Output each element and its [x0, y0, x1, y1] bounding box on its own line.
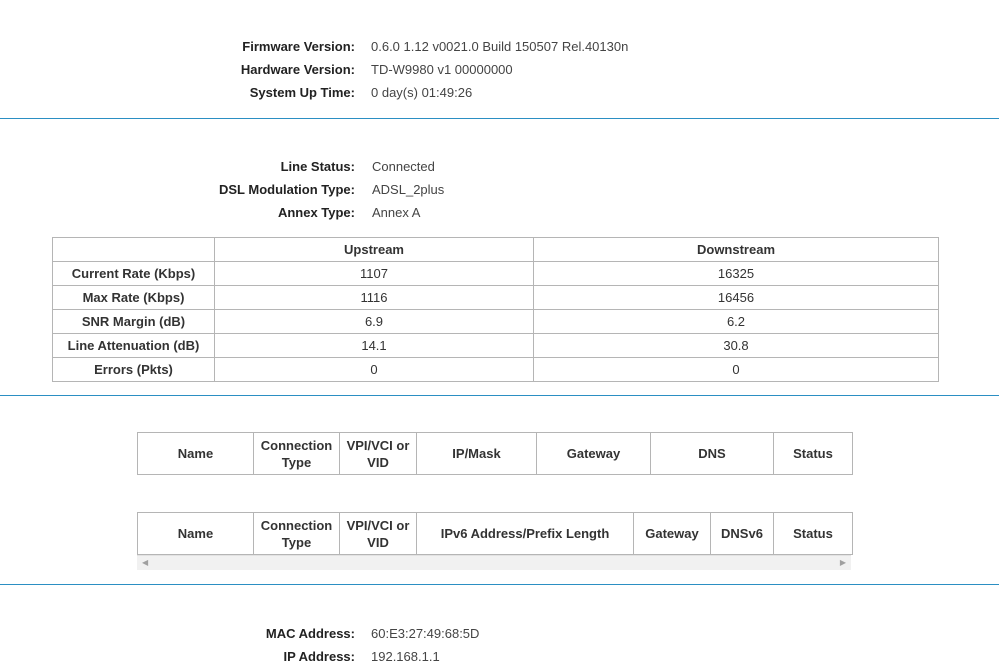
name-header: Name: [138, 513, 254, 555]
ip-address-label: IP Address:: [283, 649, 355, 664]
system-uptime-label: System Up Time:: [249, 85, 355, 100]
connection-type-header: Connection Type: [254, 513, 340, 555]
hardware-version-value: TD-W9980 v1 00000000: [371, 62, 513, 77]
name-header: Name: [138, 433, 254, 475]
mac-address-value: 60:E3:27:49:68:5D: [371, 626, 480, 641]
section-divider: [0, 118, 999, 119]
hardware-version-label: Hardware Version:: [240, 62, 355, 77]
firmware-version-label: Firmware Version:: [242, 39, 355, 54]
table-header-cell: [53, 238, 215, 262]
downstream-header: Downstream: [534, 238, 939, 262]
firmware-version-row: [150, 35, 628, 58]
firmware-version-value: 0.6.0 1.12 v0021.0 Build 150507 Rel.40130n: [371, 39, 629, 54]
system-uptime-row: [150, 81, 472, 104]
ip-address-value: 192.168.1.1: [371, 649, 440, 664]
row-label: Errors (Pkts): [53, 358, 215, 382]
section-divider: [0, 395, 999, 396]
mac-address-label: MAC Address:: [265, 626, 355, 641]
upstream-header: Upstream: [215, 238, 534, 262]
horizontal-scrollbar[interactable]: [137, 555, 851, 570]
wan-ipv4-table: [137, 432, 853, 475]
system-uptime-value: 0 day(s) 01:49:26: [371, 85, 473, 100]
downstream-value: 16325: [534, 262, 939, 286]
downstream-value: 6.2: [534, 310, 939, 334]
ip-mask-header: IP/Mask: [417, 433, 537, 475]
downstream-value: 16456: [534, 286, 939, 310]
line-status-label: Line Status:: [280, 159, 355, 174]
scroll-right-icon[interactable]: ▶: [839, 558, 846, 567]
row-label: SNR Margin (dB): [53, 310, 215, 334]
status-header: Status: [774, 513, 853, 555]
upstream-value: 6.9: [215, 310, 534, 334]
vpi-vci-header: VPI/VCI or VID: [340, 513, 417, 555]
table-header-row: [138, 513, 853, 555]
table-header-row: [53, 238, 939, 262]
gateway-header: Gateway: [537, 433, 651, 475]
gateway-header: Gateway: [634, 513, 711, 555]
table-row: [53, 310, 939, 334]
table-header-row: [138, 433, 853, 475]
hardware-version-row: [150, 58, 513, 81]
connection-type-header: Connection Type: [254, 433, 340, 475]
downstream-value: 0: [534, 358, 939, 382]
line-status-value: Connected: [372, 159, 435, 174]
ipv6-address-header: IPv6 Address/Prefix Length: [417, 513, 634, 555]
upstream-value: 0: [215, 358, 534, 382]
mac-address-row: [150, 622, 479, 645]
table-row: [53, 286, 939, 310]
scroll-left-icon[interactable]: ◀: [142, 558, 149, 567]
upstream-value: 1107: [215, 262, 534, 286]
upstream-value: 1116: [215, 286, 534, 310]
dsl-modulation-label: DSL Modulation Type:: [218, 182, 355, 197]
ip-address-row: [150, 645, 440, 668]
dns-header: DNS: [651, 433, 774, 475]
section-divider: [0, 584, 999, 585]
row-label: Max Rate (Kbps): [53, 286, 215, 310]
table-row: [53, 334, 939, 358]
downstream-value: 30.8: [534, 334, 939, 358]
table-row: [53, 358, 939, 382]
dnsv6-header: DNSv6: [711, 513, 774, 555]
line-status-row: [150, 155, 435, 178]
wan-ipv6-table: [137, 512, 853, 555]
annex-type-row: [150, 201, 420, 224]
vpi-vci-header: VPI/VCI or VID: [340, 433, 417, 475]
dsl-modulation-value: ADSL_2plus: [372, 182, 445, 197]
status-header: Status: [774, 433, 853, 475]
table-row: [53, 262, 939, 286]
dsl-stats-table: [52, 237, 939, 382]
annex-type-value: Annex A: [372, 205, 421, 220]
row-label: Line Attenuation (dB): [53, 334, 215, 358]
row-label: Current Rate (Kbps): [53, 262, 215, 286]
upstream-value: 14.1: [215, 334, 534, 358]
dsl-modulation-row: [150, 178, 444, 201]
annex-type-label: Annex Type:: [277, 205, 355, 220]
